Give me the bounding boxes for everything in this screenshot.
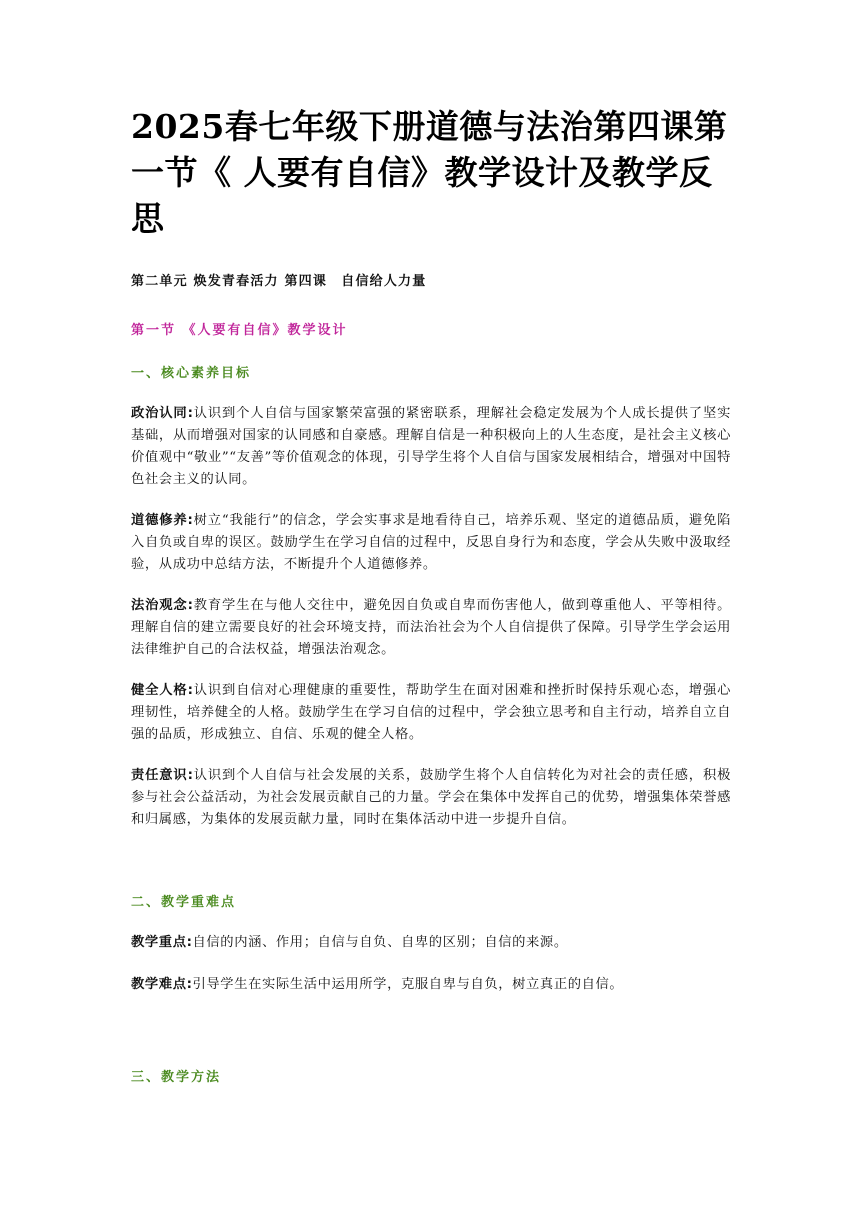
core-item-text: 树立“我能行”的信念，学会实事求是地看待自己，培养乐观、坚定的道德品质，避免陷入自负或自卑的误区。鼓励学生在学习自信的过程中，反思自身行为和态度，学会从失败中汲取经验，从成功中总结方法，不断提升个人道德修养。 xyxy=(131,513,731,572)
document-title: 2025春七年级下册道德与法治第四课第一节《 人要有自信》教学设计及教学反思 xyxy=(131,107,728,238)
key-points-heading: 二、教学重难点 xyxy=(131,895,237,910)
core-literacy-heading: 一、核心素养目标 xyxy=(131,366,252,381)
core-item-text: 认识到个人自信与社会发展的关系，鼓励学生将个人自信转化为对社会的责任感，积极参与社会公益活动，为社会发展贡献自己的力量。学会在集体中发挥自己的优势，增强集体荣誉感和归属感，为集体的发展贡献力量，同时在集体活动中进一步提升自信。 xyxy=(131,768,731,827)
core-item-law xyxy=(131,595,731,661)
core-item-text: 教育学生在与他人交往中，避免因自负或自卑而伤害他人，做到尊重他人、平等相待。理解自信的建立需要良好的社会环境支持，而法治社会为个人自信提供了保障。引导学生学会运用法律维护自己的合法权益，增强法治观念。 xyxy=(131,598,731,657)
section-heading: 第一节 《人要有自信》教学设计 xyxy=(131,323,348,338)
core-item-label: 责任意识: xyxy=(131,768,194,783)
core-item-political xyxy=(131,403,731,491)
core-item-label: 道德修养: xyxy=(131,513,194,528)
core-item-text: 认识到自信对心理健康的重要性，帮助学生在面对困难和挫折时保持乐观心态，增强心理韧性，培养健全的人格。鼓励学生在学习自信的过程中，学会独立思考和自主行动，培养自立自强的品质，形成独立、自信、乐观的健全人格。 xyxy=(131,683,731,742)
key-point-text: 自信的内涵、作用；自信与自负、自卑的区别；自信的来源。 xyxy=(192,935,568,950)
key-point-label: 教学重点: xyxy=(131,935,193,950)
core-item-label: 法治观念: xyxy=(131,598,194,613)
document-content xyxy=(131,104,731,1085)
core-item-label: 政治认同: xyxy=(131,406,194,421)
key-point-text: 引导学生在实际生活中运用所学，克服自卑与自负，树立真正的自信。 xyxy=(192,977,624,992)
core-item-label: 健全人格: xyxy=(131,683,194,698)
methods-heading: 三、教学方法 xyxy=(131,1070,222,1085)
unit-line: 第二单元 焕发青春活力 第四课 自信给人力量 xyxy=(131,274,427,289)
core-item-personality xyxy=(131,680,731,746)
key-point-difficulty xyxy=(131,974,731,996)
core-item-moral xyxy=(131,510,731,576)
core-item-text: 认识到个人自信与国家繁荣富强的紧密联系，理解社会稳定发展为个人成长提供了坚实基础，从而增强对国家的认同感和自豪感。理解自信是一种积极向上的人生态度，是社会主义核心价值观中“敬业”“友善”等价值观念的体现，引导学生将个人自信与国家发展相结合，增强对中国特色社会主义的认同。 xyxy=(131,406,731,487)
core-item-responsibility xyxy=(131,765,731,831)
key-point-label: 教学难点: xyxy=(131,977,193,992)
key-point-focus xyxy=(131,932,731,954)
